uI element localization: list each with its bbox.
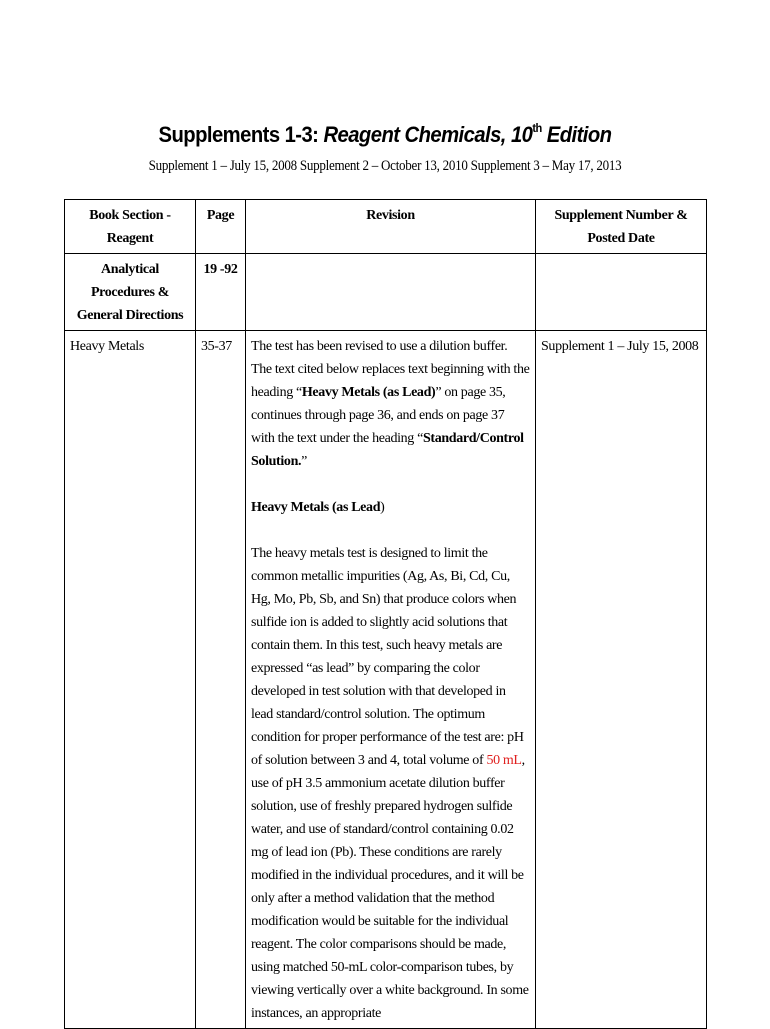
header-book-section: Book Section - Reagent [65,200,196,254]
title-italic: Reagent Chemicals, 10 [323,122,533,147]
cell-supplement [536,254,707,331]
table-header-row [65,200,707,254]
revision-body: The heavy metals test is designed to limit the common metallic impurities (Ag, As, Bi, Cd, Cu, Hg, Mo, Pb, Sb, and Sn) that produce colors when sulfide ion is added to slightly acid solutions that contain them. In this test, such heavy metals are expressed “as lead” by comparing the color developed in test solution with that developed in lead standard/control solution. The optimum condition for proper performance of the test are: pH of solution between 3 and 4, total volume of 50 mL, use of pH 3.5 ammonium acetate dilution buffer solution, use of freshly prepared hydrogen sulfide water, and use of standard/control containing 0.02 mg of lead ion (Pb). These conditions are rarely modified in the individual procedures, and it will be only after a method validation that the method modification would be suitable for the individual reagent. The color comparisons should be made, using matched 50-mL color-comparison tubes, by viewing vertically over a white background. In some instances, an appropriate [251,546,529,1021]
header-page: Page [196,200,246,254]
title-superscript: th [532,120,542,135]
table-row [65,254,707,331]
highlight-volume: 50 mL [486,753,522,768]
revision-heading: Heavy Metals (as Lead) [251,500,385,515]
cell-revision [246,331,536,1029]
title-suffix: Edition [541,122,612,147]
cell-page: 19 -92 [196,254,246,331]
cell-section: Heavy Metals [65,331,196,1029]
supplements-table [64,199,707,1029]
revision-intro: The test has been revised to use a dilution buffer. The text cited below replaces text beginning with the heading “Heavy Metals (as Lead)” on page 35, continues through page 36, and ends on page 37 with the text under the heading “Standard/Control Solution.” [251,339,530,469]
table-row [65,331,707,1029]
cell-section: Analytical Procedures & General Directions [65,254,196,331]
cell-revision [246,254,536,331]
document-subtitle: Supplement 1 – July 15, 2008 Supplement 2 – October 13, 2010 Supplement 3 – May 17, 2013 [148,158,622,174]
cell-supplement: Supplement 1 – July 15, 2008 [536,331,707,1029]
header-revision: Revision [246,200,536,254]
document-title [31,122,739,148]
header-supplement: Supplement Number & Posted Date [536,200,707,254]
title-prefix: Supplements 1-3: [158,122,324,147]
cell-page: 35-37 [196,331,246,1029]
